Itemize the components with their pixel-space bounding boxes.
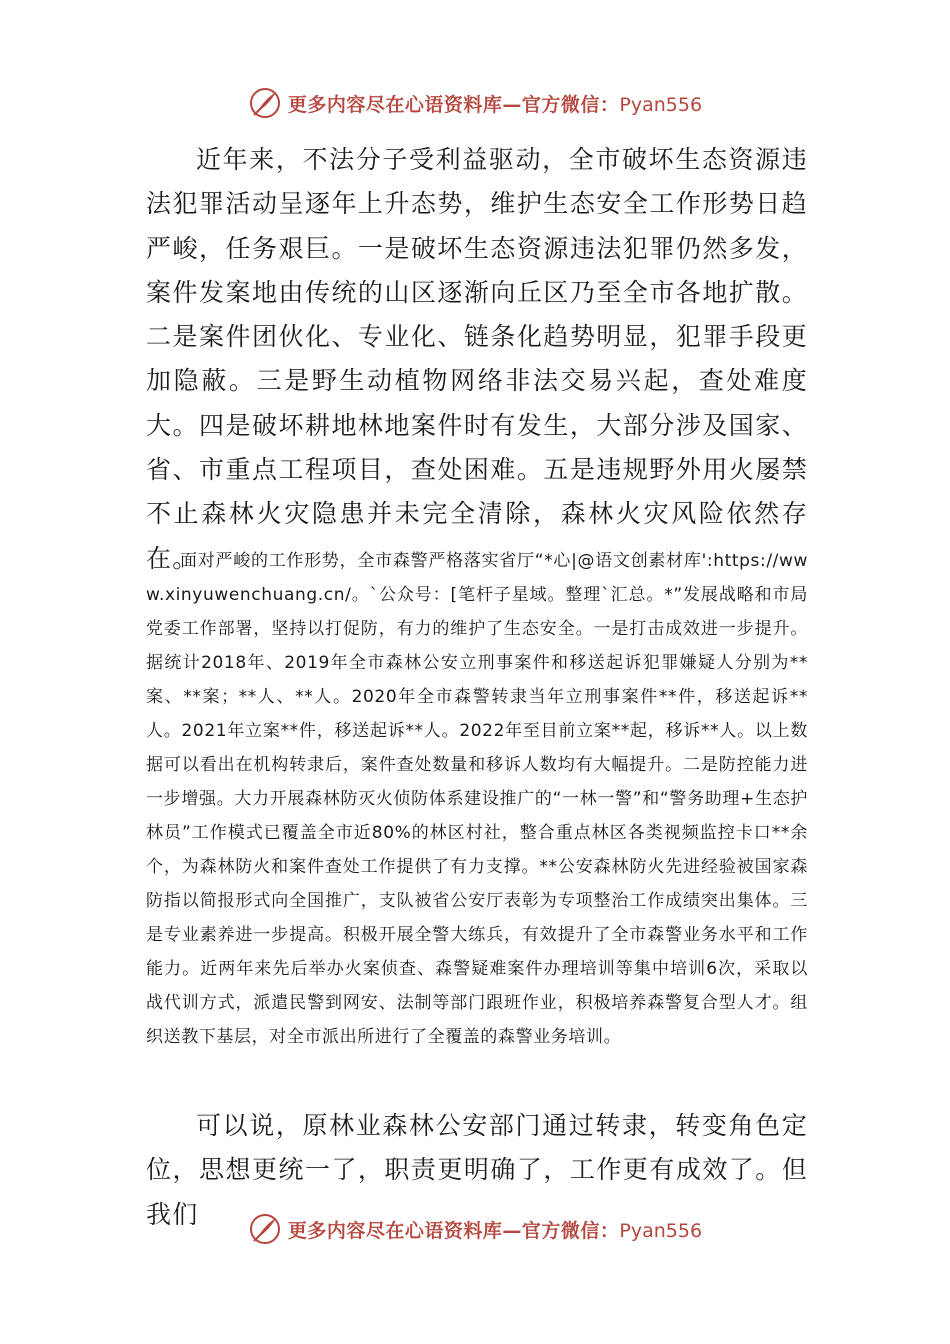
footer-watermark-banner: [0, 1212, 950, 1246]
paragraph-2-text: 面对严峻的工作形势，全市森警严格落实省厅“*心|@语文创素材库':https://www.xinyuwenchuang.cn/。`公众号：[笔杆子星域。整理`汇总。*”发展战略和市局党委工作部署，坚持以打促防，有力的维护了生态安全。一是打击成效进一步提升。据统计2018年、2019年全市森林公安立刑事案件和移送起诉犯罪嫌疑人分别为**案、**案；**人、**人。2020年全市森警转隶当年立刑事案件**件，移送起诉**人。2021年立案**件，移送起诉**人。2022年至目前立案**起，移诉**人。以上数据可以看出在机构转隶后，案件查处数量和移诉人数均有大幅提升。二是防控能力进一步增强。大力开展森林防灭火侦防体系建设推广的“一林一警”和“警务助理+生态护林员”工作模式已覆盖全市近80%的林区村社，整合重点林区各类视频监控卡口**余个，为森林防火和案件查处工作提供了有力支撑。**公安森林防火先进经验被国家森防指以简报形式向全国推广，支队被省公安厅表彰为专项整治工作成绩突出集体。三是专业素养进一步提高。积极开展全警大练兵，有效提升了全市森警业务水平和工作能力。近两年来先后举办火案侦查、森警疑难案件办理培训等集中培训6次，采取以战代训方式，派遣民警到网安、法制等部门跟班作业，积极培养森警复合型人才。组织送教下基层，对全市派出所进行了全覆盖的森警业务培训。: [146, 551, 808, 1047]
paragraph-1-text: 近年来，不法分子受利益驱动，全市破坏生态资源违法犯罪活动呈逐年上升态势，维护生态安全工作形势日趋严峻，任务艰巨。一是破坏生态资源违法犯罪仍然多发，案件发案地由传统的山区逐渐向丘区乃至全市各地扩散。二是案件团伙化、专业化、链条化趋势明显，犯罪手段更加隐蔽。三是野生动植物网络非法交易兴起，查处难度大。四是破坏耕地林地案件时有发生，大部分涉及国家、省、市重点工程项目，查处困难。五是违规野外用火屡禁不止森林火灾隐患并未完全清除，森林火灾风险依然存在。: [146, 145, 808, 573]
paragraph-1: [146, 138, 808, 581]
quill-logo-icon: [248, 1212, 282, 1246]
paragraph-3-text: 可以说，原林业森林公安部门通过转隶，转变角色定位，思想更统一了，职责更明确了，工作更有成效了。但我们: [146, 1111, 808, 1229]
banner-text: 更多内容尽在心语资料库—官方微信：Pyan556: [287, 93, 703, 116]
banner-text: 更多内容尽在心语资料库—官方微信：Pyan556: [287, 1219, 703, 1242]
header-watermark-banner: [0, 86, 950, 120]
paragraph-2: [146, 544, 808, 1054]
quill-logo-icon: [248, 86, 282, 120]
